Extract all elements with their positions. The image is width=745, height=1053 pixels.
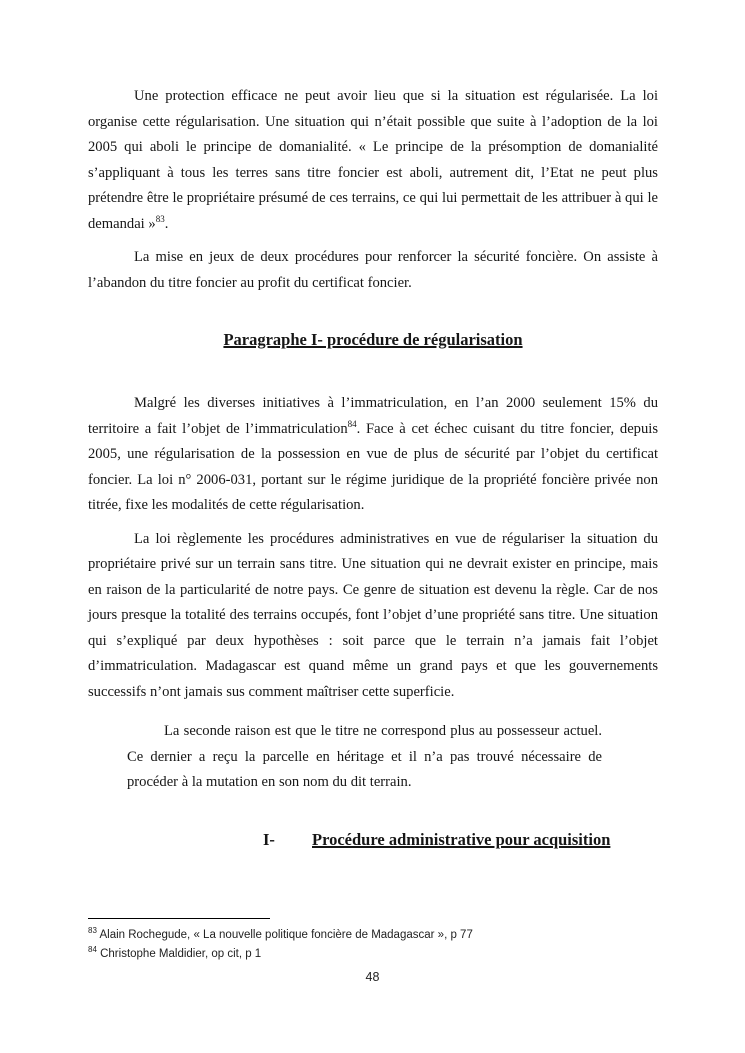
- footnote-83-text: Alain Rochegude, « La nouvelle politique foncière de Madagascar », p 77: [99, 929, 473, 941]
- paragraph-loi-reglemente: La loi règlemente les procédures administratives en vue de régulariser la situation du propriétaire privé sur un terrain sans titre. Une situation qui ne devrait exister en principe, mais en raison de la particularité de notre pays. Ce genre de situation est devenu la règle. Car de nos jours presque la totalité des terrains occupés, font l’objet d’une propriété sans titre. Une situation qui s’expliqué par deux hypothèses : soit parce que le terrain n’a jamais fait l’objet d’immatriculation. Madagascar est quand même un grand pays et que les gouvernements successifs n’ont jamais sus comment maîtriser cette superficie.: [88, 530, 658, 700]
- section-heading-I-number: I-: [263, 829, 275, 849]
- section-heading-I-title: Procédure administrative pour acquisition: [312, 829, 611, 849]
- footnote-area: [88, 918, 658, 964]
- footnote-84-number: 84: [88, 945, 97, 955]
- paragraph-malgre-initiatives: [88, 391, 658, 519]
- footnote-ref-84: 84: [347, 418, 357, 429]
- footnote-83-number: 83: [88, 926, 97, 936]
- section-heading-paragraphe-1: [88, 326, 658, 353]
- footnote-84: [88, 945, 658, 964]
- section-heading-I-procedure: [263, 826, 658, 853]
- page-content: [88, 84, 658, 853]
- footnote-84-text: Christophe Maldidier, op cit, p 1: [100, 948, 262, 960]
- paragraph-protection-text: Une protection efficace ne peut avoir lieu que si la situation est régularisée. La loi organise cette régularisation. Une situation qui n’était possible que suite à l’adoption de la loi 2005 qui aboli le principe de domanialité. « Le principe de la présomption de domanialité s’appliquant à tous les terres sans titre foncier est aboli, autrement dit, l’Etat ne peut plus prétendre être le propriétaire présumé de ces terrains, ce qui lui permettait de les attribuer à qui le demandai »: [88, 88, 658, 232]
- footnote-ref-83: 83: [155, 213, 165, 224]
- footnote-separator-line: [88, 918, 270, 919]
- paragraph-protection-period: .: [164, 215, 169, 232]
- section-heading-paragraphe-1-label: Paragraphe I- procédure de régularisation: [223, 330, 523, 349]
- paragraph-seconde-raison: La seconde raison est que le titre ne correspond plus au possesseur actuel. Ce dernier a reçu la parcelle en héritage et il n’a pas trouvé nécessaire de procéder à la mutation en son nom du dit terrain.: [127, 723, 602, 790]
- paragraph-malgre-text-before: Malgré les diverses initiatives à l’immatriculation, en l’an 2000 seulement 15% du territoire a fait l’objet de l’immatriculation: [88, 395, 658, 437]
- paragraph-protection-efficace: [88, 84, 658, 237]
- footnote-83: [88, 926, 658, 945]
- paragraph-mise-en-jeux: La mise en jeux de deux procédures pour renforcer la sécurité foncière. On assiste à l’abandon du titre foncier au profit du certificat foncier.: [88, 249, 658, 291]
- paragraph-malgre-text-after: . Face à cet échec cuisant du titre foncier, depuis 2005, une régularisation de la possession en vue de plus de sécurité par l’objet du certificat foncier. La loi n° 2006-031, portant sur le régime juridique de la propriété foncière privée non titrée, fixe les modalités de cette régularisation.: [88, 420, 658, 513]
- page-number: 48: [365, 970, 380, 984]
